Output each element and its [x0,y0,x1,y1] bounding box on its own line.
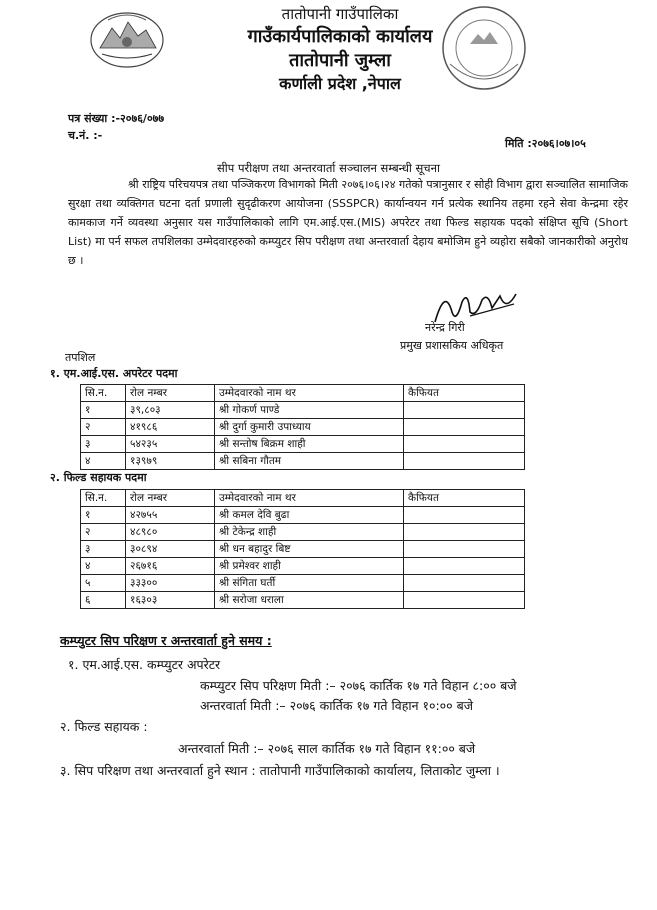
cell-name: श्री संगिता घर्ती [215,575,404,592]
schedule-mis-test-date: कम्प्युटर सिप परिक्षण मिती :– २०७६ कार्तिक १७ गते विहान ८:०० बजे [200,678,517,693]
schedule-field-interview-date: अन्तरवार्ता मिती :– २०७६ साल कार्तिक १७ गते विहान ११:०० बजे [178,741,476,756]
header-municipality: तातोपानी गाउँपालिका [281,5,399,23]
col-remarks: कैफियत [404,490,525,507]
schedule-item-field: २. फिल्ड सहायक : [60,719,148,734]
cell-roll: १६३०३ [126,592,215,609]
cell-remarks [404,507,525,524]
col-serial: सि.न. [81,385,126,402]
table-row [81,402,525,419]
cell-roll: १३९७९ [126,453,215,470]
header-place: तातोपानी जुम्ला [289,50,391,71]
col-serial: सि.न. [81,490,126,507]
table-header-row [81,385,525,402]
cell-remarks [404,524,525,541]
schedule-mis-interview-date: अन्तरवार्ता मिती :– २०७६ कार्तिक १७ गते विहान १०:०० बजे [200,698,474,713]
nepal-emblem-logo [88,8,166,70]
notice-body-paragraph: श्री राष्ट्रिय परिचयपत्र तथा पञ्जिकरण विभागको मिती २०७६।०६।२४ गतेको पत्रानुसार र सोही विभाग द्वारा सञ्चालित सामाजिक सुरक्षा तथा व्यक्तिगत घटना दर्ता प्रणाली सुदृढीकरण आयोजना (SSSPCR) कार्यान्वयन गर्न प्रत्येक स्थानिय तहमा रहने सेवा केन्द्रमा रहेर कामकाज गर्ने व्यवस्था अनुसार यस गाउँपालिकाको लागि एम.आई.एस.(MIS) अपरेटर तथा फिल्ड सहायक पदको संक्षिप्त सूचि (Short List) मा पर्न सफल तपशिलका उम्मेदवारहरुको कम्प्युटर सिप परीक्षण तथा अन्तरवार्ता देहाय बमोजिम हुने व्यहोरा सबैको जानकारीको अनुरोध छ । [68,178,628,267]
col-roll: रोल नम्बर [126,490,215,507]
cell-serial: ५ [81,575,126,592]
table-row [81,558,525,575]
cell-remarks [404,558,525,575]
table-header-row [81,490,525,507]
details-label: तपशिल [65,351,96,364]
section1-title: १. एम.आई.एस. अपरेटर पदमा [50,367,178,380]
cell-name: श्री टेकेन्द्र शाही [215,524,404,541]
signatory-title: प्रमुख प्रशासकिय अधिकृत [400,339,504,352]
cell-name: श्री सरोजा धराला [215,592,404,609]
col-name: उम्मेदवारको नाम थर [215,490,404,507]
cell-serial: ४ [81,558,126,575]
cell-roll: ३३३०० [126,575,215,592]
cell-name: श्री सबिना गौतम [215,453,404,470]
notice-subject: सीप परीक्षण तथा अन्तरवार्ता सञ्चालन सम्बन्धी सूचना [217,161,440,175]
cell-serial: १ [81,402,126,419]
cell-serial: ४ [81,453,126,470]
cell-serial: ३ [81,436,126,453]
cell-name: श्री सन्तोष बिक्रम शाही [215,436,404,453]
schedule-item-mis: १. एम.आई.एस. कम्प्युटर अपरेटर [68,657,221,672]
cell-name: श्री दुर्गा कुमारी उपाध्याय [215,419,404,436]
cell-name: श्री प्रमेश्वर शाही [215,558,404,575]
col-name: उम्मेदवारको नाम थर [215,385,404,402]
header-province: कर्णाली प्रदेश ,नेपाल [279,74,401,93]
col-roll: रोल नम्बर [126,385,215,402]
office-stamp-seal [440,4,528,92]
cell-name: श्री गोकर्ण पाण्डे [215,402,404,419]
table-row [81,541,525,558]
cell-roll: ४२७५५ [126,507,215,524]
cell-serial: १ [81,507,126,524]
col-remarks: कैफियत [404,385,525,402]
cell-roll: ४८९८० [126,524,215,541]
letter-number: पत्र संख्या :-२०७६/०७७ [68,112,165,125]
cell-remarks [404,575,525,592]
cell-serial: २ [81,524,126,541]
cell-roll: ५४२३५ [126,436,215,453]
cell-remarks [404,541,525,558]
notice-body [68,175,628,270]
table-row [81,575,525,592]
dispatch-number: च.नं. :- [68,129,103,142]
section2-title: २. फिल्ड सहायक पदमा [50,471,147,484]
cell-remarks [404,402,525,419]
table-row [81,419,525,436]
cell-roll: ४१९८६ [126,419,215,436]
schedule-venue: ३. सिप परिक्षण तथा अन्तरवार्ता हुने स्थान : तातोपानी गाउँपालिकाको कार्यालय, लिताकोट जुम्ला । [60,763,500,778]
table-row [81,436,525,453]
letter-date: मिति :२०७६।०७।०५ [505,137,586,150]
table-row [81,507,525,524]
cell-roll: २६७१६ [126,558,215,575]
cell-name: श्री कमल देवि बुढा [215,507,404,524]
cell-name: श्री धन बहादुर बिष्ट [215,541,404,558]
table-row [81,453,525,470]
table-row [81,524,525,541]
schedule-heading: कम्प्युटर सिप परिक्षण र अन्तरवार्ता हुने समय : [60,633,272,648]
cell-remarks [404,592,525,609]
mis-operator-table [80,384,525,470]
cell-remarks [404,436,525,453]
cell-remarks [404,419,525,436]
cell-roll: ३०८९४ [126,541,215,558]
cell-remarks [404,453,525,470]
cell-serial: २ [81,419,126,436]
header-office: गाउँकार्यपालिकाको कार्यालय [247,26,433,47]
cell-serial: ३ [81,541,126,558]
signatory-name: नरेन्द्र गिरी [425,321,465,334]
table-row [81,592,525,609]
cell-serial: ६ [81,592,126,609]
cell-roll: ३९,८०३ [126,402,215,419]
field-assistant-table [80,489,525,609]
